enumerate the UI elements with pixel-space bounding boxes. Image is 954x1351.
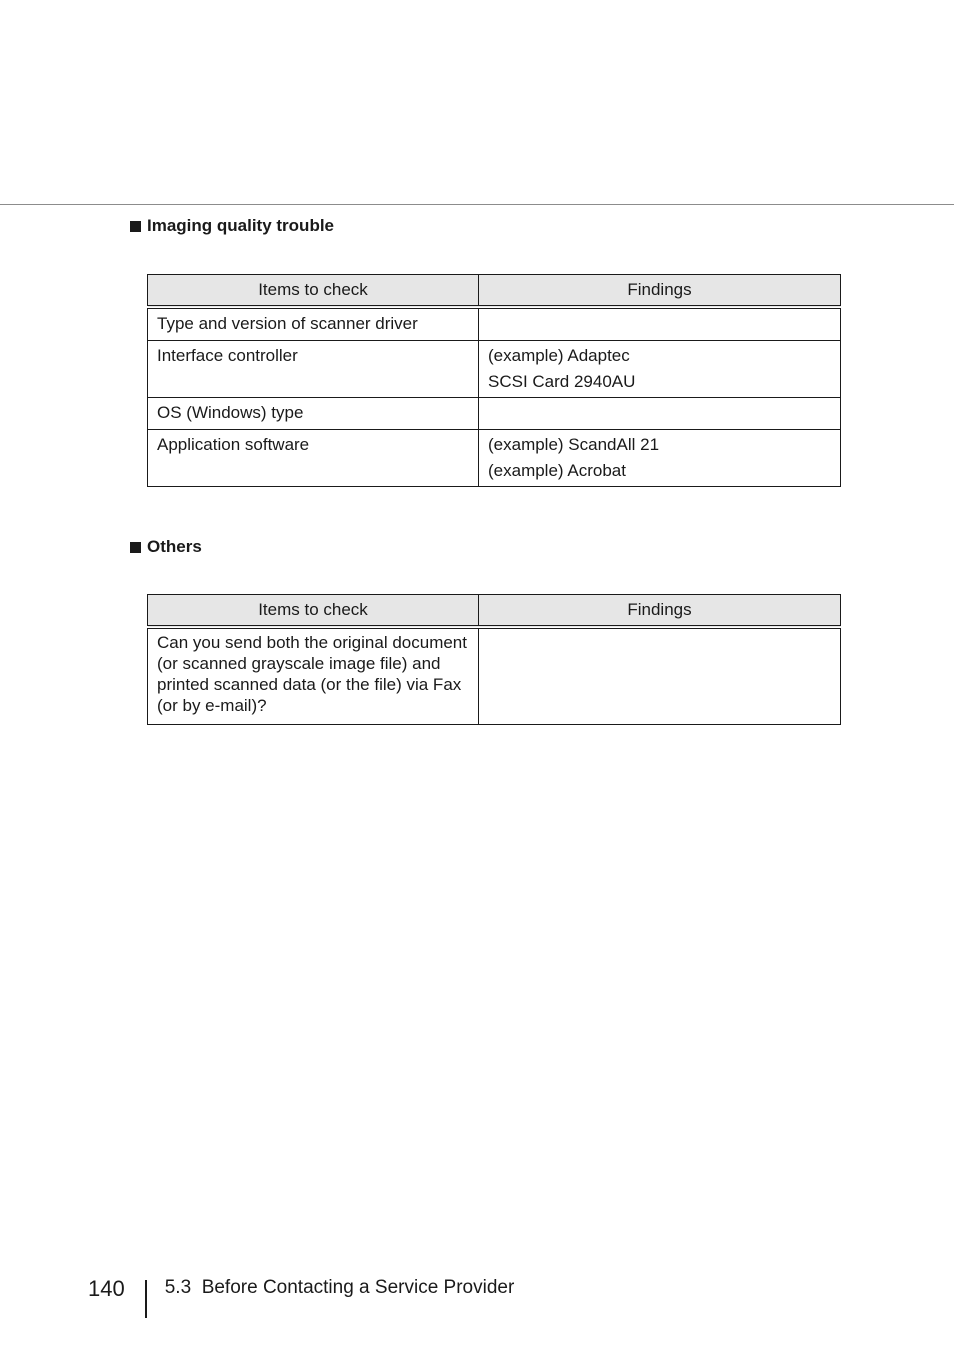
- page-footer: [88, 1274, 514, 1314]
- table-row: [148, 398, 841, 430]
- findings-cell: [479, 307, 841, 341]
- header-rule: [0, 204, 954, 205]
- item-cell: [148, 341, 479, 398]
- square-bullet-icon: [130, 221, 141, 232]
- item-cell: [148, 307, 479, 341]
- column-header-items: Items to check: [148, 595, 479, 628]
- item-cell: [148, 627, 479, 725]
- section-heading-text: Imaging quality trouble: [147, 216, 335, 235]
- table-row: [148, 627, 841, 725]
- footer-section-title: 5.3 Before Contacting a Service Provider: [164, 1277, 515, 1298]
- page-number: 140: [88, 1276, 125, 1301]
- item-text: OS (Windows) type: [157, 403, 304, 422]
- footer-separator: [145, 1280, 147, 1318]
- item-cell: [148, 430, 479, 487]
- others-table: [147, 594, 841, 725]
- item-cell: [148, 398, 479, 430]
- item-text: Application software: [157, 435, 310, 454]
- findings-text: (example) Acrobat: [488, 461, 626, 480]
- findings-text: SCSI Card 2940AU: [488, 372, 636, 391]
- item-text: Can you send both the original document: [157, 633, 467, 652]
- item-text: Interface controller: [157, 346, 298, 365]
- findings-cell: [479, 341, 841, 398]
- column-header-findings: Findings: [479, 275, 841, 308]
- findings-text: (example) Adaptec: [488, 346, 630, 365]
- table-row: [148, 430, 841, 487]
- item-text: (or scanned grayscale image file) and: [157, 654, 441, 673]
- section-heading-others: [130, 537, 202, 557]
- square-bullet-icon: [130, 542, 141, 553]
- table-row: [148, 341, 841, 398]
- item-text: printed scanned data (or the file) via Fax: [157, 675, 462, 694]
- findings-text: (example) ScandAll 21: [488, 435, 660, 454]
- findings-cell: [479, 398, 841, 430]
- column-header-items: Items to check: [148, 275, 479, 308]
- findings-cell: [479, 430, 841, 487]
- section-heading-text: Others: [147, 537, 202, 556]
- item-text: (or by e-mail)?: [157, 696, 267, 715]
- table-header-row: [148, 595, 841, 628]
- findings-cell: [479, 627, 841, 725]
- item-text: Type and version of scanner driver: [157, 314, 418, 333]
- table-header-row: [148, 275, 841, 308]
- section-heading-imaging-quality: [130, 216, 334, 236]
- imaging-quality-table: [147, 274, 841, 487]
- column-header-findings: Findings: [479, 595, 841, 628]
- table-row: [148, 307, 841, 341]
